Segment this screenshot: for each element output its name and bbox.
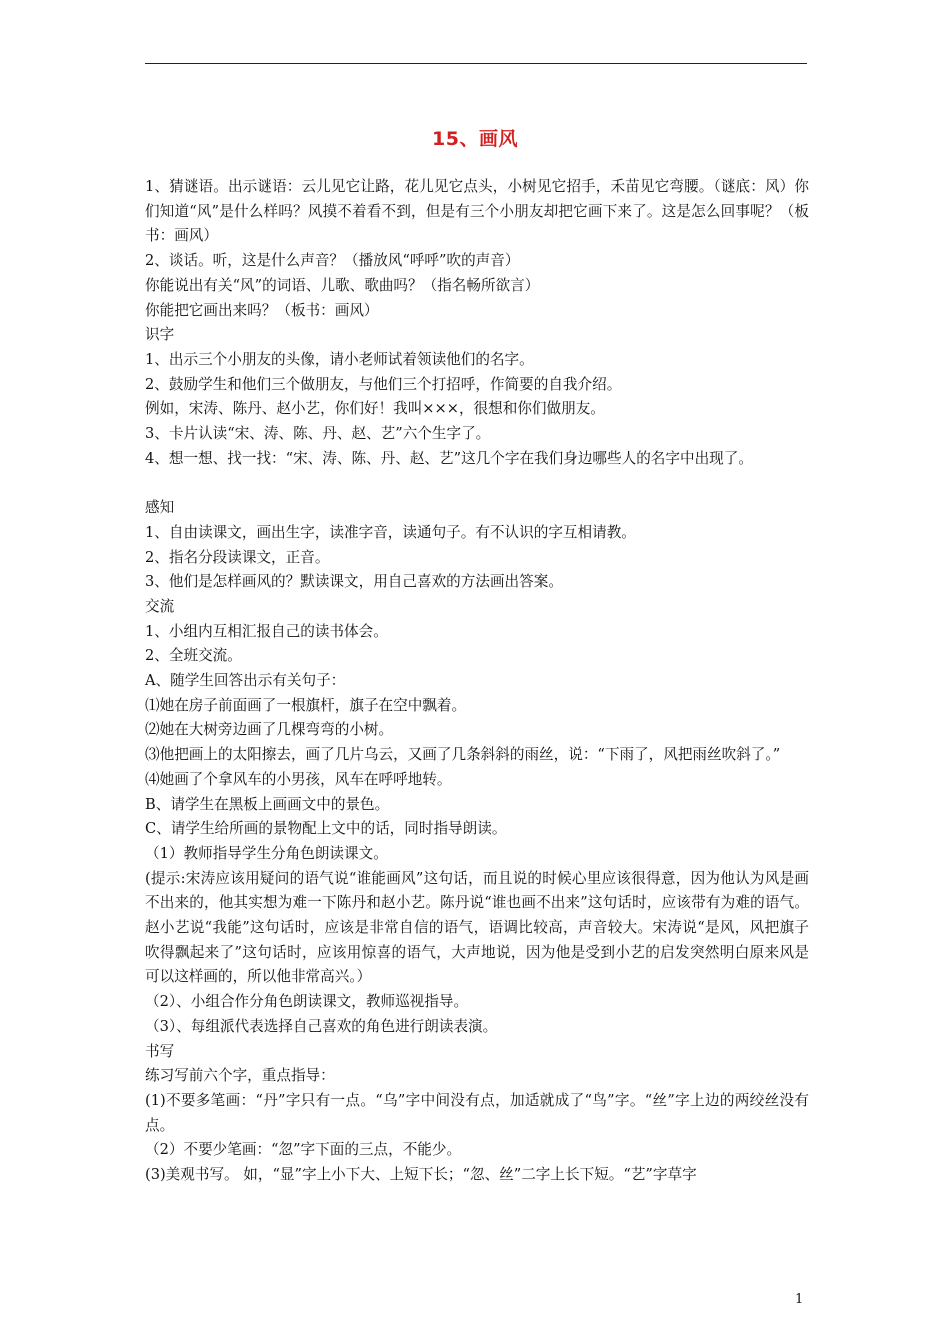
paragraph-hint: (提示:宋涛应该用疑问的语气说“谁能画风”这句话，而且说的时候心里应该很得意，因为他认为风是画不出来的，他其实想为难一下陈丹和赵小艺。陈丹说“谁也画不出来”这句话时，应该带有为难的语气。赵小艺说“我能”这句话时，应该是非常自信的语气，语调比较高，声音较大。宋涛说“是风，风把旗子吹得飘起来了”这句话时，应该用惊喜的语气，大声地说，因为他是受到小艺的启发突然明白原来风是可以这样画的，所以他非常高兴。） xyxy=(145,869,809,986)
paragraph-draw-it: 你能把它画出来吗？（板书：画风） xyxy=(145,301,379,319)
section-heading-writing: 书写 xyxy=(145,1042,175,1060)
paragraph-talk: 2、谈话。听，这是什么声音？（播放风“呼呼”吹的声音） xyxy=(145,252,520,270)
sentence-item-1: ⑴她在房子前面画了一根旗杆，旗子在空中飘着。 xyxy=(145,696,467,714)
paragraph-exchange-a: A、随学生回答出示有关句子： xyxy=(145,672,346,690)
section-heading-literacy: 识字 xyxy=(145,326,175,344)
paragraph-wind-words: 你能说出有关“风”的词语、儿歌、歌曲吗？（指名畅所欲言） xyxy=(145,276,540,294)
paragraph-perception-2: 2、指名分段读课文，正音。 xyxy=(145,548,330,566)
header-rule xyxy=(145,63,807,64)
paragraph-exchange-b: B、请学生在黑板上画画文中的景色。 xyxy=(145,795,390,813)
blank-line xyxy=(145,471,809,496)
sentence-item-2: ⑵她在大树旁边画了几棵弯弯的小树。 xyxy=(145,721,394,739)
paragraph-perception-1: 1、自由读课文，画出生字，读准字音，读通句子。有不认识的字互相请教。 xyxy=(145,523,636,541)
paragraph-role-reading-3: （3）、每组派代表选择自己喜欢的角色进行朗读表演。 xyxy=(145,1017,498,1035)
page-number: 1 xyxy=(795,1292,804,1307)
section-heading-perception: 感知 xyxy=(145,499,175,517)
lesson-body xyxy=(145,175,809,1188)
sentence-item-4: ⑷她画了个拿风车的小男孩，风车在呼呼地转。 xyxy=(145,770,452,788)
paragraph-riddle: 1、猜谜语。出示谜语：云儿见它让路，花儿见它点头，小树见它招手，禾苗见它弯腰。（谜底：风）你们知道“风”是什么样吗？风摸不着看不到，但是有三个小朋友却把它画下来了。这是怎么回事呢？（板书：画风） xyxy=(145,178,809,245)
paragraph-literacy-4: 4、想一想、找一找：“宋、涛、陈、丹、赵、艺”这几个字在我们身边哪些人的名字中出现了。 xyxy=(145,449,753,467)
paragraph-writing-2: （2）不要少笔画：“忽”字下面的三点，不能少。 xyxy=(145,1141,462,1159)
paragraph-literacy-3: 3、卡片认读“宋、涛、陈、丹、赵、艺”六个生字了。 xyxy=(145,425,491,443)
sentence-item-3: ⑶他把画上的太阳擦去，画了几片乌云，又画了几条斜斜的雨丝，说：“下雨了，风把雨丝吹斜了。” xyxy=(145,746,781,764)
paragraph-perception-3: 3、他们是怎样画风的？默读课文，用自己喜欢的方法画出答案。 xyxy=(145,573,563,591)
paragraph-exchange-2: 2、全班交流。 xyxy=(145,647,242,665)
paragraph-exchange-c: C、请学生给所画的景物配上文中的话，同时指导朗读。 xyxy=(145,820,507,838)
section-heading-exchange: 交流 xyxy=(145,597,175,615)
paragraph-writing-intro: 练习写前六个字，重点指导： xyxy=(145,1067,335,1085)
paragraph-exchange-1: 1、小组内互相汇报自己的读书体会。 xyxy=(145,622,388,640)
paragraph-literacy-2: 2、鼓励学生和他们三个做朋友，与他们三个打招呼，作简要的自我介绍。 xyxy=(145,375,622,393)
paragraph-writing-1: (1)不要多笔画：“丹”字只有一点。“乌”字中间没有点，加适就成了“鸟”字。“丝”字上边的两绞丝没有点。 xyxy=(145,1092,809,1134)
paragraph-role-reading-1: （1）教师指导学生分角色朗读课文。 xyxy=(145,844,388,862)
paragraph-role-reading-2: （2）、小组合作分角色朗读课文，教师巡视指导。 xyxy=(145,993,469,1011)
paragraph-literacy-1: 1、出示三个小朋友的头像，请小老师试着领读他们的名字。 xyxy=(145,350,534,368)
paragraph-literacy-example: 例如，宋涛、陈丹、赵小艺，你们好！我叫×××，很想和你们做朋友。 xyxy=(145,400,605,418)
lesson-title: 15、画风 xyxy=(432,128,518,150)
paragraph-writing-3: (3)美观书写。 如，“显”字上小下大、上短下长；“忽、丝”二字上长下短。“艺”字草字 xyxy=(145,1166,697,1184)
